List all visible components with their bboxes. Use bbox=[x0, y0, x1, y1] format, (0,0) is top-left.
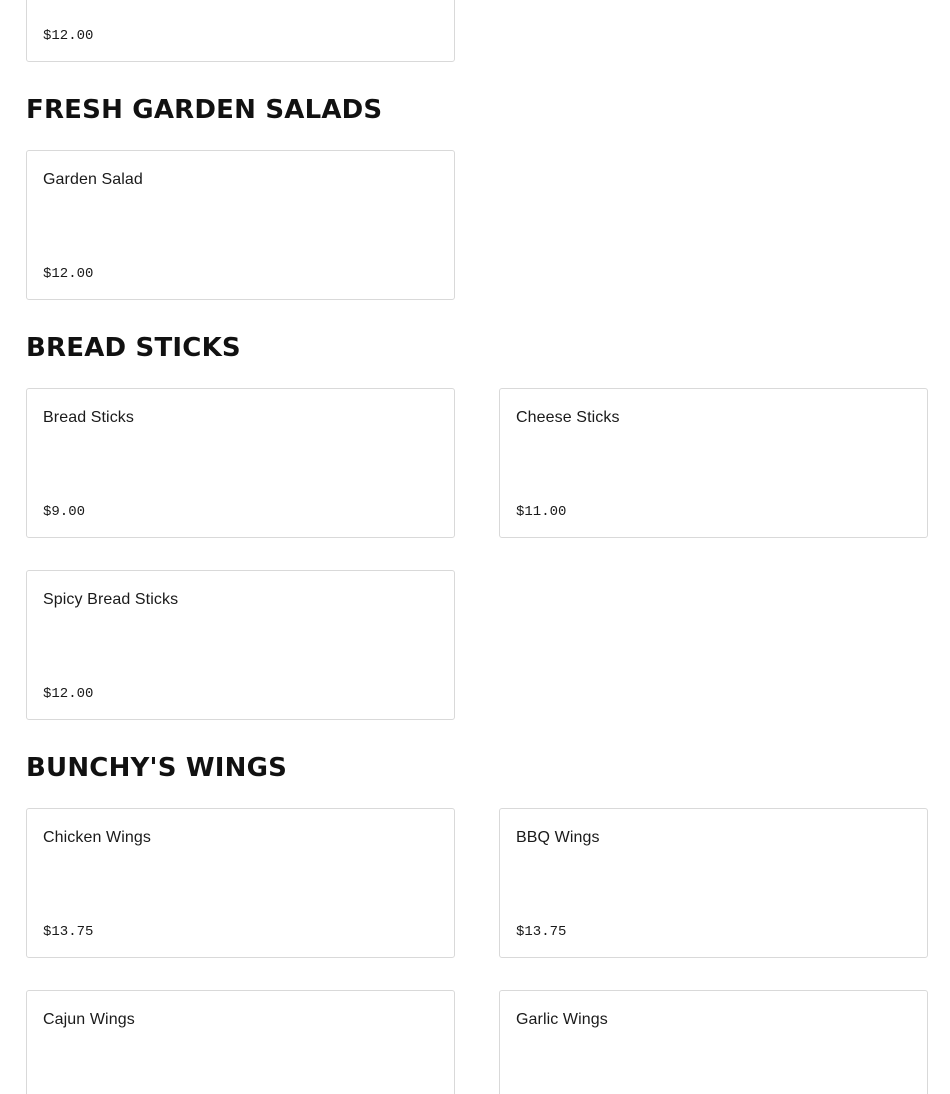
menu-item-name: Spicy Bread Sticks bbox=[43, 591, 179, 608]
menu-item-price: $9.00 bbox=[43, 504, 86, 520]
menu-item-name: BBQ Wings bbox=[516, 829, 600, 846]
menu-item-price: $13.75 bbox=[516, 924, 567, 940]
menu-item-price: $11.00 bbox=[516, 504, 567, 520]
menu-item-card[interactable] bbox=[26, 990, 455, 1094]
menu-item-name: Garden Salad bbox=[43, 171, 143, 188]
section-title-wings: BUNCHY'S WINGS bbox=[26, 753, 288, 783]
menu-item-name: Cheese Sticks bbox=[516, 409, 620, 426]
menu-item-card[interactable] bbox=[499, 808, 928, 958]
menu-item-card[interactable] bbox=[26, 570, 455, 720]
menu-item-name: Bread Sticks bbox=[43, 409, 135, 426]
menu-item-card[interactable] bbox=[499, 388, 928, 538]
menu-item-price: $12.00 bbox=[43, 28, 94, 44]
menu-item-card[interactable] bbox=[26, 388, 455, 538]
menu-item-price: $12.00 bbox=[43, 266, 94, 282]
menu-item-name: Cajun Wings bbox=[43, 1011, 135, 1028]
menu-item-name: Garlic Wings bbox=[516, 1011, 608, 1028]
menu-item-price: $13.75 bbox=[43, 924, 94, 940]
menu-item-name: Chicken Wings bbox=[43, 829, 152, 846]
menu-item-card[interactable] bbox=[26, 808, 455, 958]
section-title-salads: FRESH GARDEN SALADS bbox=[26, 95, 383, 125]
menu-item-card[interactable] bbox=[26, 150, 455, 300]
menu-item-price: $12.00 bbox=[43, 686, 94, 702]
menu-item-card[interactable] bbox=[499, 990, 928, 1094]
menu-item-card[interactable] bbox=[26, 0, 455, 62]
section-title-bread-sticks: BREAD STICKS bbox=[26, 333, 241, 363]
